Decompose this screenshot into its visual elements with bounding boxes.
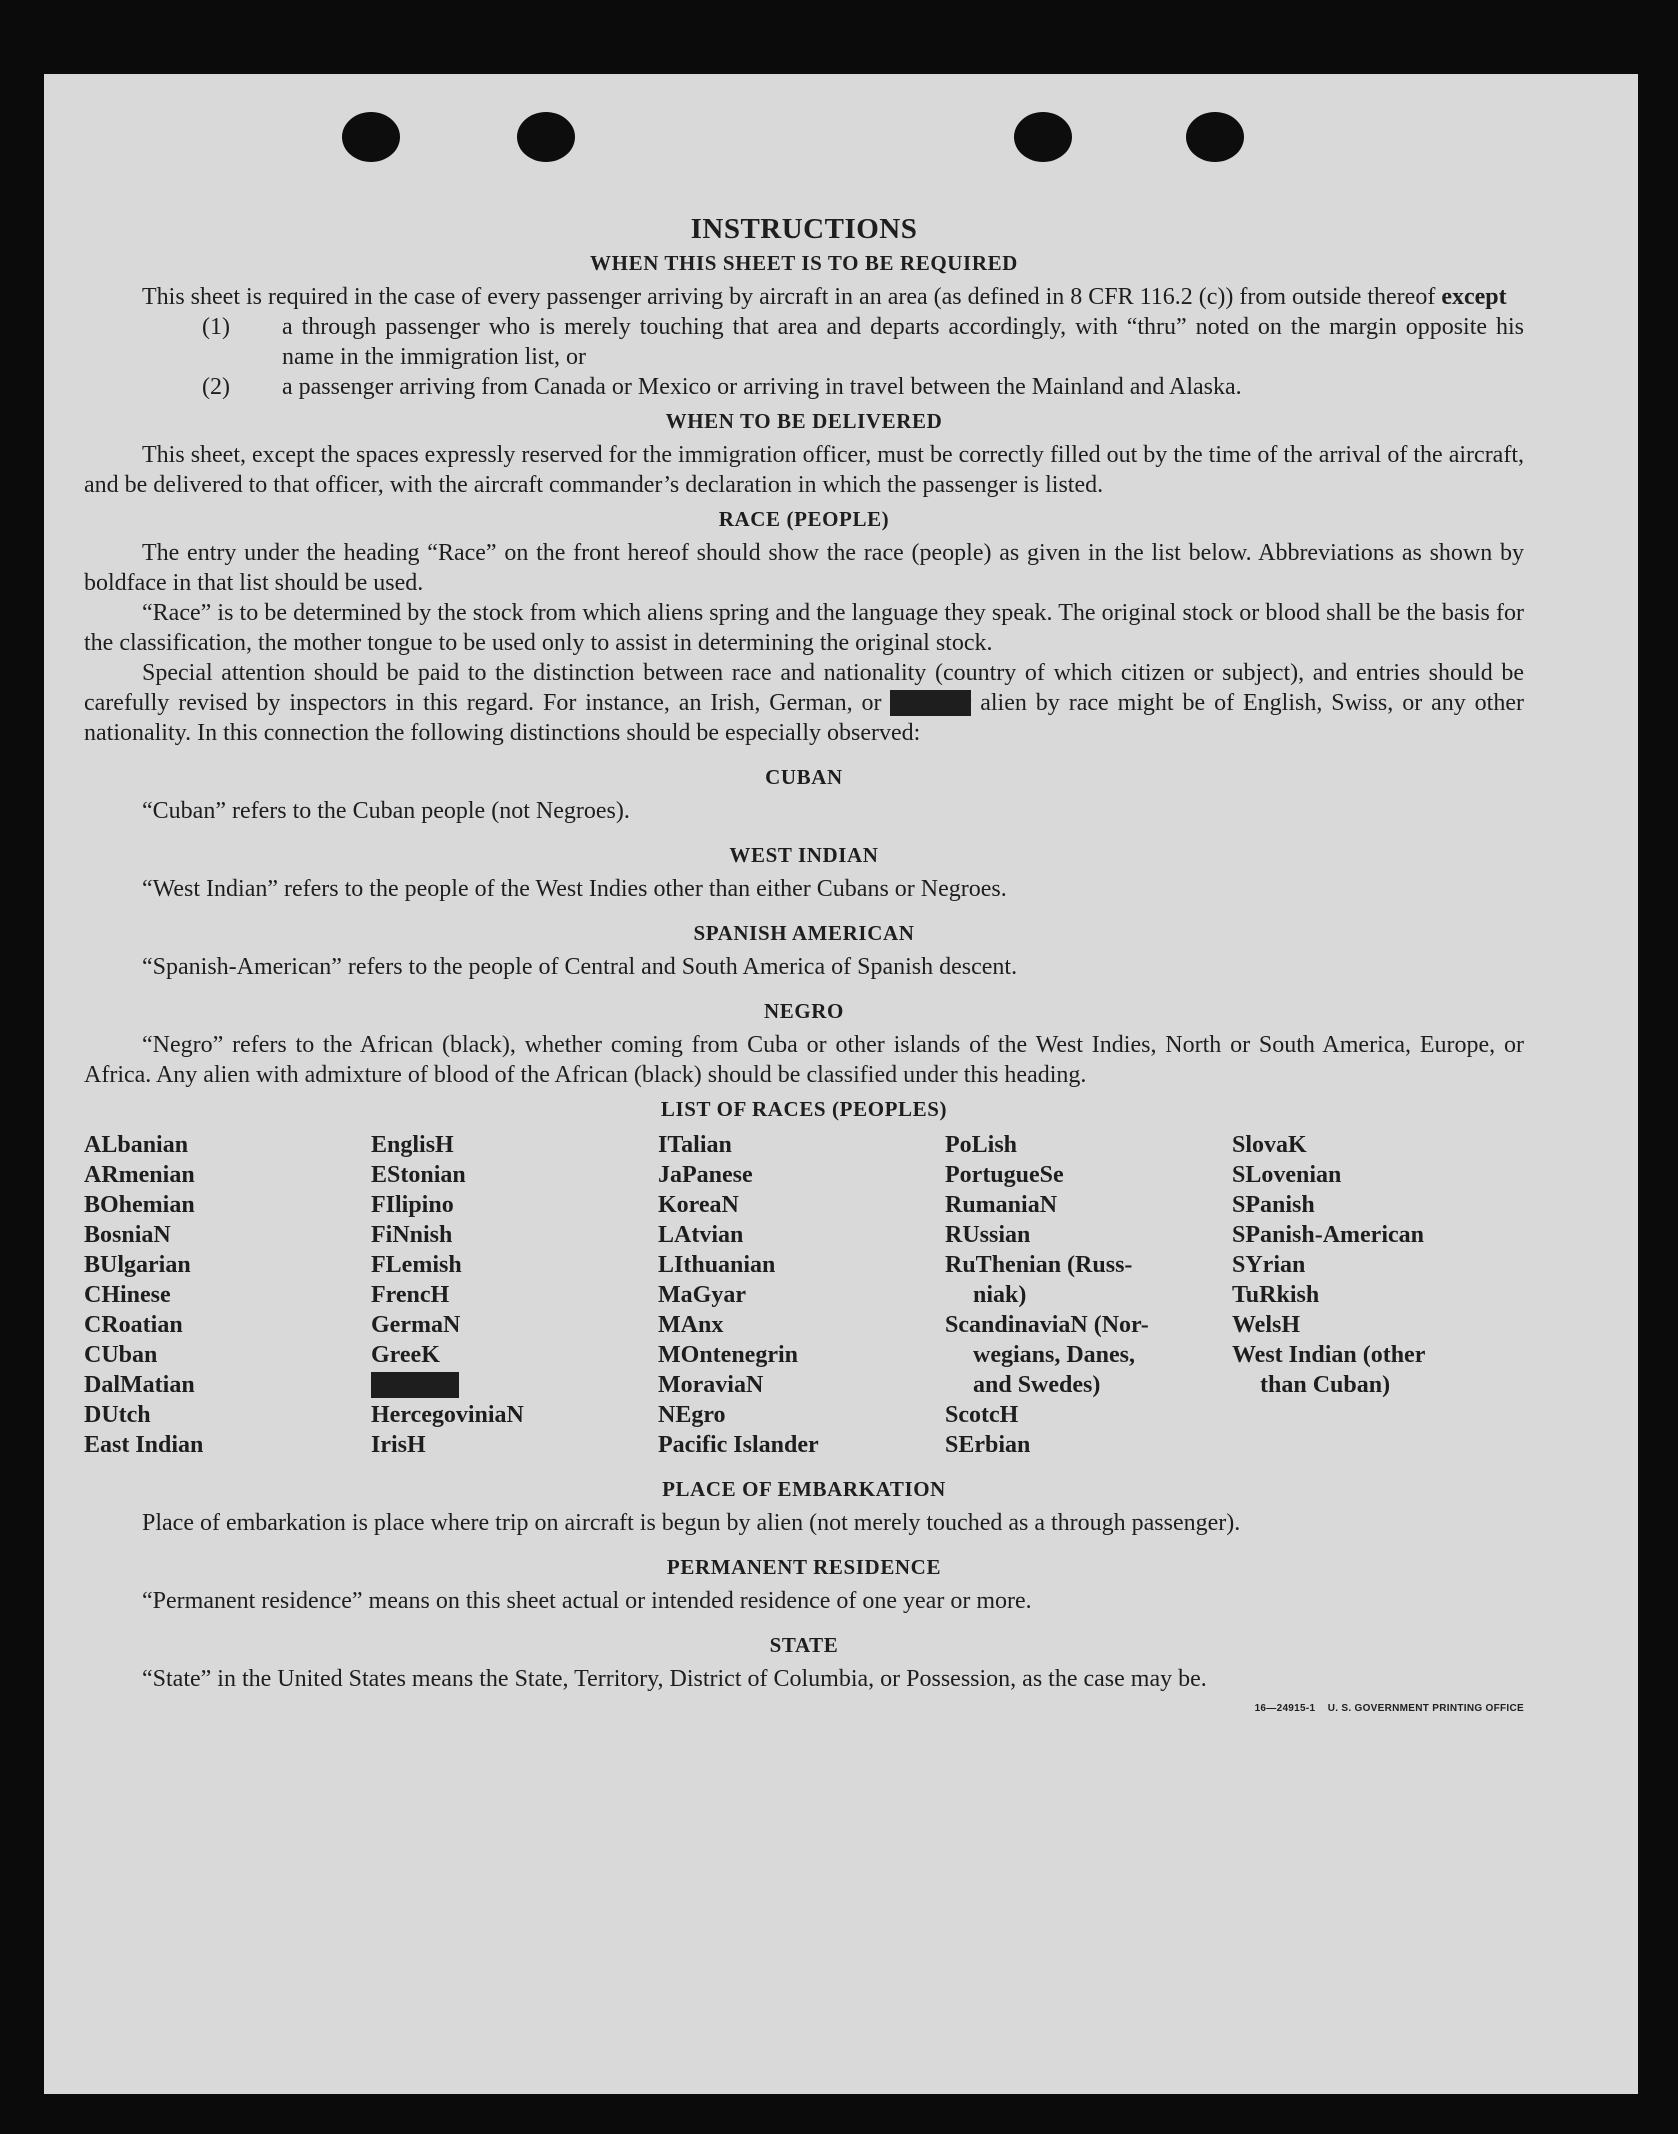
race-entry: NEgro <box>658 1402 726 1428</box>
race-entry: EStonian <box>371 1162 466 1188</box>
race-entry: MOntenegrin <box>658 1342 798 1368</box>
race-entry: CUban <box>84 1342 158 1368</box>
race-entry-continued: and Swedes) <box>973 1372 1101 1398</box>
exception-text: a passenger arriving from Canada or Mexico or arriving in travel between the Mainland and Alaska. <box>282 374 1242 400</box>
race-entry: GermaN <box>371 1312 461 1338</box>
race-entry: DUtch <box>84 1402 151 1428</box>
race-entry: BUlgarian <box>84 1252 191 1278</box>
race-entry: SPanish-American <box>1232 1222 1424 1248</box>
printer-imprint: U. S. GOVERNMENT PRINTING OFFICE <box>1327 1703 1524 1714</box>
redacted-word: Hebrew <box>890 690 972 716</box>
race-entry: SErbian <box>945 1432 1031 1458</box>
redacted-race: HebreW <box>371 1372 459 1398</box>
heading-list-of-races: LIST OF RACES (PEOPLES) <box>660 1097 948 1121</box>
exception-item <box>84 312 1524 372</box>
punch-hole <box>342 112 400 162</box>
instructions-content <box>84 214 1524 1724</box>
heading-place-of-embarkation: PLACE OF EMBARKATION <box>662 1477 946 1501</box>
race-paragraph-2: “Race” is to be determined by the stock from which aliens spring and the language they speak. The original stock or blood shall be the basis for the classification, the mother tongue to be used only to assist in determining the original stock. <box>84 600 1524 656</box>
embarkation-text: Place of embarkation is place where trip on aircraft is begun by alien (not merely touched as a through passenger). <box>142 1510 1241 1536</box>
race-entry: EnglisH <box>371 1132 454 1158</box>
race-entry: RumaniaN <box>945 1192 1058 1218</box>
cuban-text: “Cuban” refers to the Cuban people (not Negroes). <box>142 798 630 824</box>
heading-cuban: CUBAN <box>765 765 843 789</box>
race-entry: MaGyar <box>658 1282 746 1308</box>
punch-hole <box>517 112 575 162</box>
race-entry: HercegoviniaN <box>371 1402 524 1428</box>
race-entry-continued: niak) <box>973 1282 1027 1308</box>
state-text: “State” in the United States means the State, Territory, District of Columbia, or Possession, as the case may be. <box>142 1666 1207 1692</box>
races-column-4 <box>945 1130 1232 1460</box>
heading-permanent-residence: PERMANENT RESIDENCE <box>666 1555 942 1579</box>
race-entry: GreeK <box>371 1342 440 1368</box>
race-entry-continued: than Cuban) <box>1260 1372 1391 1398</box>
race-entry: WelsH <box>1232 1312 1301 1338</box>
page-title: INSTRUCTIONS <box>690 213 918 245</box>
race-entry: PortugueSe <box>945 1162 1064 1188</box>
form-imprint <box>1255 1694 1524 1724</box>
races-column-5 <box>1232 1130 1519 1460</box>
races-column-2 <box>371 1130 658 1460</box>
race-entry: CHinese <box>84 1282 171 1308</box>
race-entry: ALbanian <box>84 1132 189 1158</box>
west-indian-text: “West Indian” refers to the people of the West Indies other than either Cubans or Negroes. <box>142 876 1007 902</box>
race-entry: SYrian <box>1232 1252 1306 1278</box>
heading-when-delivered: WHEN TO BE DELIVERED <box>665 409 943 433</box>
race-entry: TuRkish <box>1232 1282 1320 1308</box>
race-entry: FIlipino <box>371 1192 454 1218</box>
race-entry: BOhemian <box>84 1192 195 1218</box>
heading-state: STATE <box>769 1633 839 1657</box>
exception-item <box>84 372 1524 402</box>
races-column-1 <box>84 1130 371 1460</box>
race-entry: LAtvian <box>658 1222 744 1248</box>
race-entry: DalMatian <box>84 1372 195 1398</box>
race-entry: ScotcH <box>945 1402 1019 1428</box>
negro-text: “Negro” refers to the African (black), whether coming from Cuba or other islands of the West Indies, North or South America, Europe, or Africa. Any alien with admixture of blood of the African (black) should be classified under this heading. <box>84 1032 1524 1088</box>
heading-spanish-american: SPANISH AMERICAN <box>693 921 915 945</box>
race-entry: SPanish <box>1232 1192 1315 1218</box>
race-entry: BosniaN <box>84 1222 171 1248</box>
heading-when-required: WHEN THIS SHEET IS TO BE REQUIRED <box>590 251 1018 275</box>
race-entry: SlovaK <box>1232 1132 1307 1158</box>
race-entry: KoreaN <box>658 1192 739 1218</box>
required-intro-bold: except <box>1441 284 1507 310</box>
race-entry: LIthuanian <box>658 1252 776 1278</box>
race-paragraph-3 <box>84 658 1524 748</box>
required-intro-text: This sheet is required in the case of every passenger arriving by aircraft in an area (as defined in 8 CFR 116.2 (c)) from outside thereof <box>142 284 1436 310</box>
exception-text: a through passenger who is merely touching that area and departs accordingly, with “thru” noted on the margin opposite his name in the immigration list, or <box>282 314 1524 370</box>
race-entry: FrencH <box>371 1282 450 1308</box>
exception-number: (2) <box>202 374 230 400</box>
races-list <box>84 1130 1524 1460</box>
race-entry: FiNnish <box>371 1222 453 1248</box>
race-entry: CRoatian <box>84 1312 183 1338</box>
delivered-text: This sheet, except the spaces expressly reserved for the immigration officer, must be correctly filled out by the time of the arrival of the aircraft, and be delivered to that officer, with the aircraft commander’s declaration in which the passenger is listed. <box>84 442 1524 498</box>
race-entry: MoraviaN <box>658 1372 764 1398</box>
exception-number: (1) <box>202 314 230 340</box>
heading-negro: NEGRO <box>763 999 844 1023</box>
race-entry: SLovenian <box>1232 1162 1342 1188</box>
race-entry: West Indian (other <box>1232 1342 1426 1368</box>
race-entry: IrisH <box>371 1432 426 1458</box>
race-entry: ITalian <box>658 1132 732 1158</box>
race-paragraph-3-start: Special attention should be paid to the distinction between race and nationality (country of which citizen or subject), and entries should be carefully revised by inspectors in this regard. For instance, an Irish, German, or <box>84 660 1524 716</box>
punch-hole <box>1014 112 1072 162</box>
document-sheet <box>44 74 1638 2094</box>
race-entry: FLemish <box>371 1252 462 1278</box>
punch-hole <box>1186 112 1244 162</box>
race-entry: ARmenian <box>84 1162 195 1188</box>
race-paragraph-3-end: alien by race might be of English, Swiss, or any other nationality. In this connection the following distinctions should be especially observed: <box>84 690 1524 746</box>
race-entry: Pacific Islander <box>658 1432 819 1458</box>
exception-list <box>84 312 1524 402</box>
race-entry: ScandinaviaN (Nor- <box>945 1312 1149 1338</box>
footer <box>84 1694 1524 1724</box>
race-entry-continued: wegians, Danes, <box>973 1342 1136 1368</box>
required-intro <box>84 282 1524 312</box>
race-paragraph-1: The entry under the heading “Race” on the front hereof should show the race (people) as given in the list below. Abbreviations as shown by boldface in that list should be used. <box>84 540 1524 596</box>
races-column-3 <box>658 1130 945 1460</box>
spanish-american-text: “Spanish-American” refers to the people of Central and South America of Spanish descent. <box>142 954 1018 980</box>
race-entry: PoLish <box>945 1132 1018 1158</box>
race-entry: East Indian <box>84 1432 204 1458</box>
heading-west-indian: WEST INDIAN <box>729 843 879 867</box>
residence-text: “Permanent residence” means on this sheet actual or intended residence of one year or more. <box>142 1588 1032 1614</box>
form-number: 16—24915-1 <box>1254 1703 1316 1714</box>
race-entry: MAnx <box>658 1312 724 1338</box>
race-entry-redacted <box>371 1370 658 1400</box>
race-entry: RuThenian (Russ- <box>945 1252 1133 1278</box>
heading-race: RACE (PEOPLE) <box>718 507 890 531</box>
race-entry: RUssian <box>945 1222 1031 1248</box>
race-entry: JaPanese <box>658 1162 753 1188</box>
